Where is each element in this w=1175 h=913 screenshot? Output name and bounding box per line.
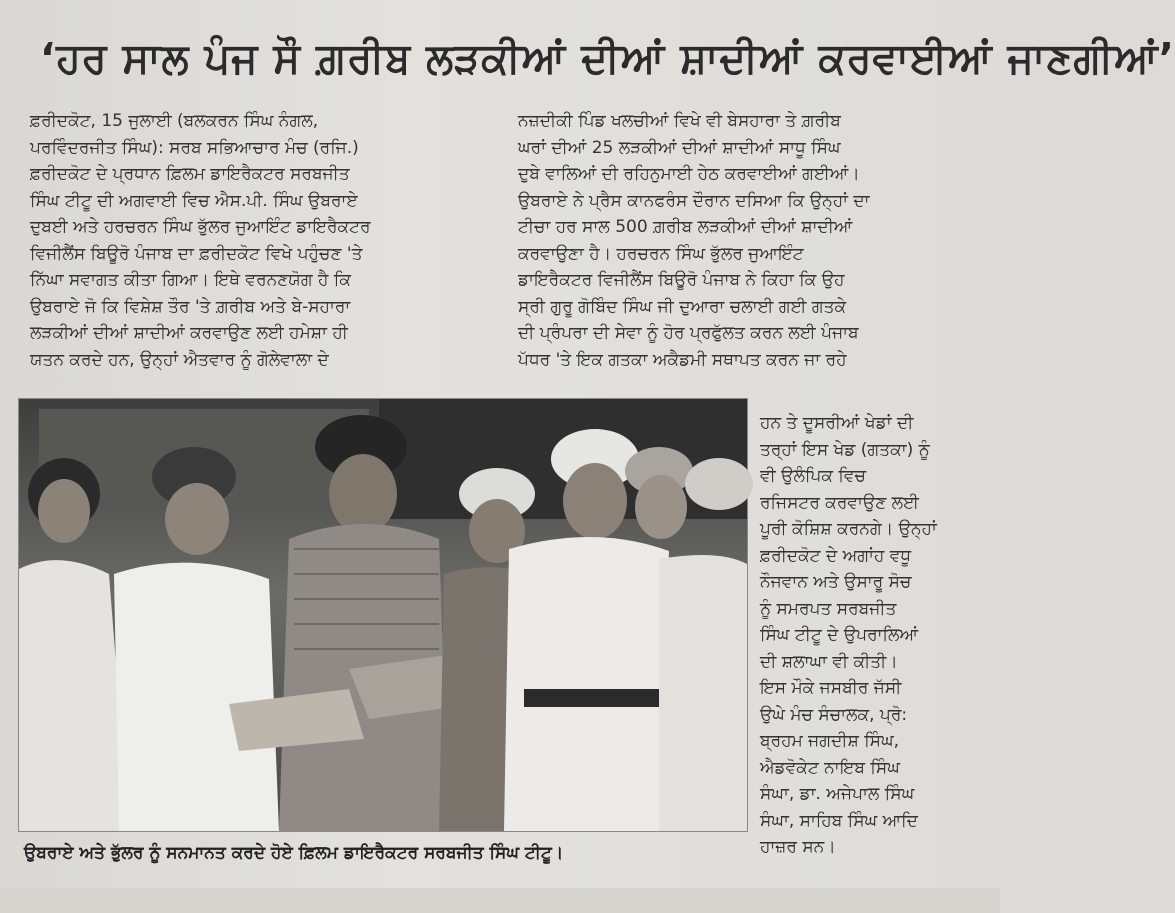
text-line: ਨੂੰ ਸਮਰਪਤ ਸਰਬਜੀਤ [760, 598, 897, 619]
text-line: ਸ੍ਰੀ ਗੁਰੂ ਗੋਬਿੰਦ ਸਿੰਘ ਜੀ ਦੁਆਰਾ ਚਲਾਈ ਗਈ ਗਤਕੇ [518, 296, 847, 317]
text-line: ਫ਼ਰੀਦਕੋਟ ਦੇ ਅਗਾਂਹ ਵਧੂ [760, 545, 912, 566]
text-line: ਬ੍ਰਹਮ ਜਗਦੀਸ਼ ਸਿੰਘ, [760, 731, 900, 751]
text-line: ਹਾਜ਼ਰ ਸਨ। [760, 837, 836, 857]
next-article-edge [0, 888, 1000, 913]
text-line: ਵੀ ਉਲੰਪਿਕ ਵਿਚ [760, 466, 866, 486]
news-photo-image [19, 399, 747, 831]
text-line: ਉਬਰਾਏ ਨੇ ਪ੍ਰੈਸ ਕਾਨਫਰੰਸ ਦੌਰਾਨ ਦਸਿਆ ਕਿ ਉਨ੍ਹਾਂ ਦਾ [518, 190, 870, 211]
text-line: ਤਰ੍ਹਾਂ ਇਸ ਖੇਡ (ਗਤਕਾ) ਨੂੰ [760, 439, 930, 460]
text-line: ਟੀਚਾ ਹਰ ਸਾਲ 500 ਗ਼ਰੀਬ ਲੜਕੀਆਂ ਦੀਆਂ ਸ਼ਾਦੀਆਂ [518, 217, 853, 237]
text-line: ਹਨ ਤੇ ਦੂਸਰੀਆਂ ਖੇਡਾਂ ਦੀ [760, 413, 914, 433]
text-line: ਐਡਵੋਕੇਟ ਨਾਇਬ ਸਿੰਘ [760, 757, 900, 778]
text-line: ਪੱਧਰ 'ਤੇ ਇਕ ਗਤਕਾ ਅਕੈਡਮੀ ਸਥਾਪਤ ਕਰਨ ਜਾ ਰਹੇ [518, 349, 847, 370]
text-line: ਇਸ ਮੌਕੇ ਜਸਬੀਰ ਜੱਸੀ [760, 678, 902, 698]
photo-caption: ਉਬਰਾਏ ਅਤੇ ਭੁੱਲਰ ਨੂੰ ਸਨਮਾਨਤ ਕਰਦੇ ਹੋਏ ਫ਼ਿਲਮ ਡਾਇਰੈਕਟਰ ਸਰਬਜੀਤ ਸਿੰਘ ਟੀਟੂ। [24, 843, 564, 863]
text-line: ਦੀ ਪ੍ਰੰਪਰਾ ਦੀ ਸੇਵਾ ਨੂੰ ਹੋਰ ਪ੍ਰਫੁੱਲਤ ਕਰਨ ਲਈ ਪੰਜਾਬ [518, 323, 859, 343]
text-line: ਦੀ ਸ਼ਲਾਘਾ ਵੀ ਕੀਤੀ। [760, 651, 898, 672]
article-column-left [30, 108, 510, 373]
text-line: ਦੁਬੇ ਵਾਲਿਆਂ ਦੀ ਰਹਿਨੁਮਾਈ ਹੇਠ ਕਰਵਾਈਆਂ ਗਈਆਂ। [518, 164, 860, 184]
text-line: ਨੌਜਵਾਨ ਅਤੇ ਉਸਾਰੂ ਸੋਚ [760, 572, 912, 592]
text-line: ਫ਼ਰੀਦਕੋਟ, 15 ਜੁਲਾਈ (ਬਲਕਰਨ ਸਿੰਘ ਨੰਗਲ, [30, 111, 319, 131]
text-line: ਉਘੇ ਮੰਚ ਸੰਚਾਲਕ, ਪ੍ਰੋ: [760, 704, 908, 725]
text-line: ਸੰਘਾ, ਸਾਹਿਬ ਸਿੰਘ ਆਦਿ [760, 810, 918, 831]
text-line: ਘਰਾਂ ਦੀਆਂ 25 ਲੜਕੀਆਂ ਦੀਆਂ ਸ਼ਾਦੀਆਂ ਸਾਧੂ ਸਿੰਘ [518, 137, 841, 158]
text-line: ਉਬਰਾਏ ਜੋ ਕਿ ਵਿਸ਼ੇਸ਼ ਤੌਰ 'ਤੇ ਗ਼ਰੀਬ ਅਤੇ ਬੇ-ਸਹਾਰਾ [30, 296, 351, 317]
text-line: ਸੰਘਾ, ਡਾ. ਅਜੇਪਾਲ ਸਿੰਘ [760, 784, 915, 804]
text-line: ਰਜਿਸਟਰ ਕਰਵਾਉਣ ਲਈ [760, 492, 919, 513]
text-line: ਡਾਇਰੈਕਟਰ ਵਿਜੀਲੈਂਸ ਬਿਊਰੋ ਪੰਜਾਬ ਨੇ ਕਿਹਾ ਕਿ ਉਹ [518, 270, 845, 290]
text-line: ਸਿੰਘ ਟੀਟੂ ਦੇ ਉਪਰਾਲਿਆਂ [760, 625, 918, 645]
text-line: ਨਿੱਘਾ ਸਵਾਗਤ ਕੀਤਾ ਗਿਆ। ਇਥੇ ਵਰਨਣਯੋਗ ਹੈ ਕਿ [30, 270, 351, 290]
text-line: ਵਿਜੀਲੈਂਸ ਬਿਊਰੋ ਪੰਜਾਬ ਦਾ ਫ਼ਰੀਦਕੋਟ ਵਿਖੇ ਪਹੁੰਚਣ 'ਤੇ [30, 243, 363, 264]
news-photo [18, 398, 748, 832]
text-line: ਪੂਰੀ ਕੋਸ਼ਿਸ਼ ਕਰਨਗੇ। ਉਨ੍ਹਾਂ [760, 519, 937, 539]
text-line: ਯਤਨ ਕਰਦੇ ਹਨ, ਉਨ੍ਹਾਂ ਐਤਵਾਰ ਨੂੰ ਗੋਲੇਵਾਲਾ ਦੇ [30, 349, 329, 370]
text-line: ਨਜ਼ਦੀਕੀ ਪਿੰਡ ਖਲਚੀਆਂ ਵਿਖੇ ਵੀ ਬੇਸਹਾਰਾ ਤੇ ਗ਼ਰੀਬ [518, 111, 841, 131]
article-headline: ‘ਹਰ ਸਾਲ ਪੰਜ ਸੌ ਗ਼ਰੀਬ ਲੜਕੀਆਂ ਦੀਆਂ ਸ਼ਾਦੀਆਂ ਕਰਵਾਈਆਂ ਜਾਣਗੀਆਂ’ [40, 34, 1175, 84]
text-line: ਫ਼ਰੀਦਕੋਟ ਦੇ ਪ੍ਰਧਾਨ ਫ਼ਿਲਮ ਡਾਇਰੈਕਟਰ ਸਰਬਜੀਤ [30, 164, 350, 184]
text-line: ਸਿੰਘ ਟੀਟੂ ਦੀ ਅਗਵਾਈ ਵਿਚ ਐਸ.ਪੀ. ਸਿੰਘ ਉਬਰਾਏ [30, 190, 358, 211]
text-line: ਪਰਵਿੰਦਰਜੀਤ ਸਿੰਘ): ਸਰਬ ਸਭਿਆਚਾਰ ਮੰਚ (ਰਜਿ.) [30, 137, 359, 158]
text-line: ਕਰਵਾਉਣਾ ਹੈ। ਹਰਚਰਨ ਸਿੰਘ ਭੁੱਲਰ ਜੁਆਇੰਟ [518, 243, 804, 264]
text-line: ਦੁਬਈ ਅਤੇ ਹਰਚਰਨ ਸਿੰਘ ਭੁੱਲਰ ਜੁਆਇੰਟ ਡਾਇਰੈਕਟਰ [30, 217, 371, 237]
article-column-right-narrow [760, 410, 996, 861]
article-column-right-top [518, 108, 996, 373]
text-line: ਲੜਕੀਆਂ ਦੀਆਂ ਸ਼ਾਦੀਆਂ ਕਰਵਾਉਣ ਲਈ ਹਮੇਸ਼ਾ ਹੀ [30, 323, 348, 343]
